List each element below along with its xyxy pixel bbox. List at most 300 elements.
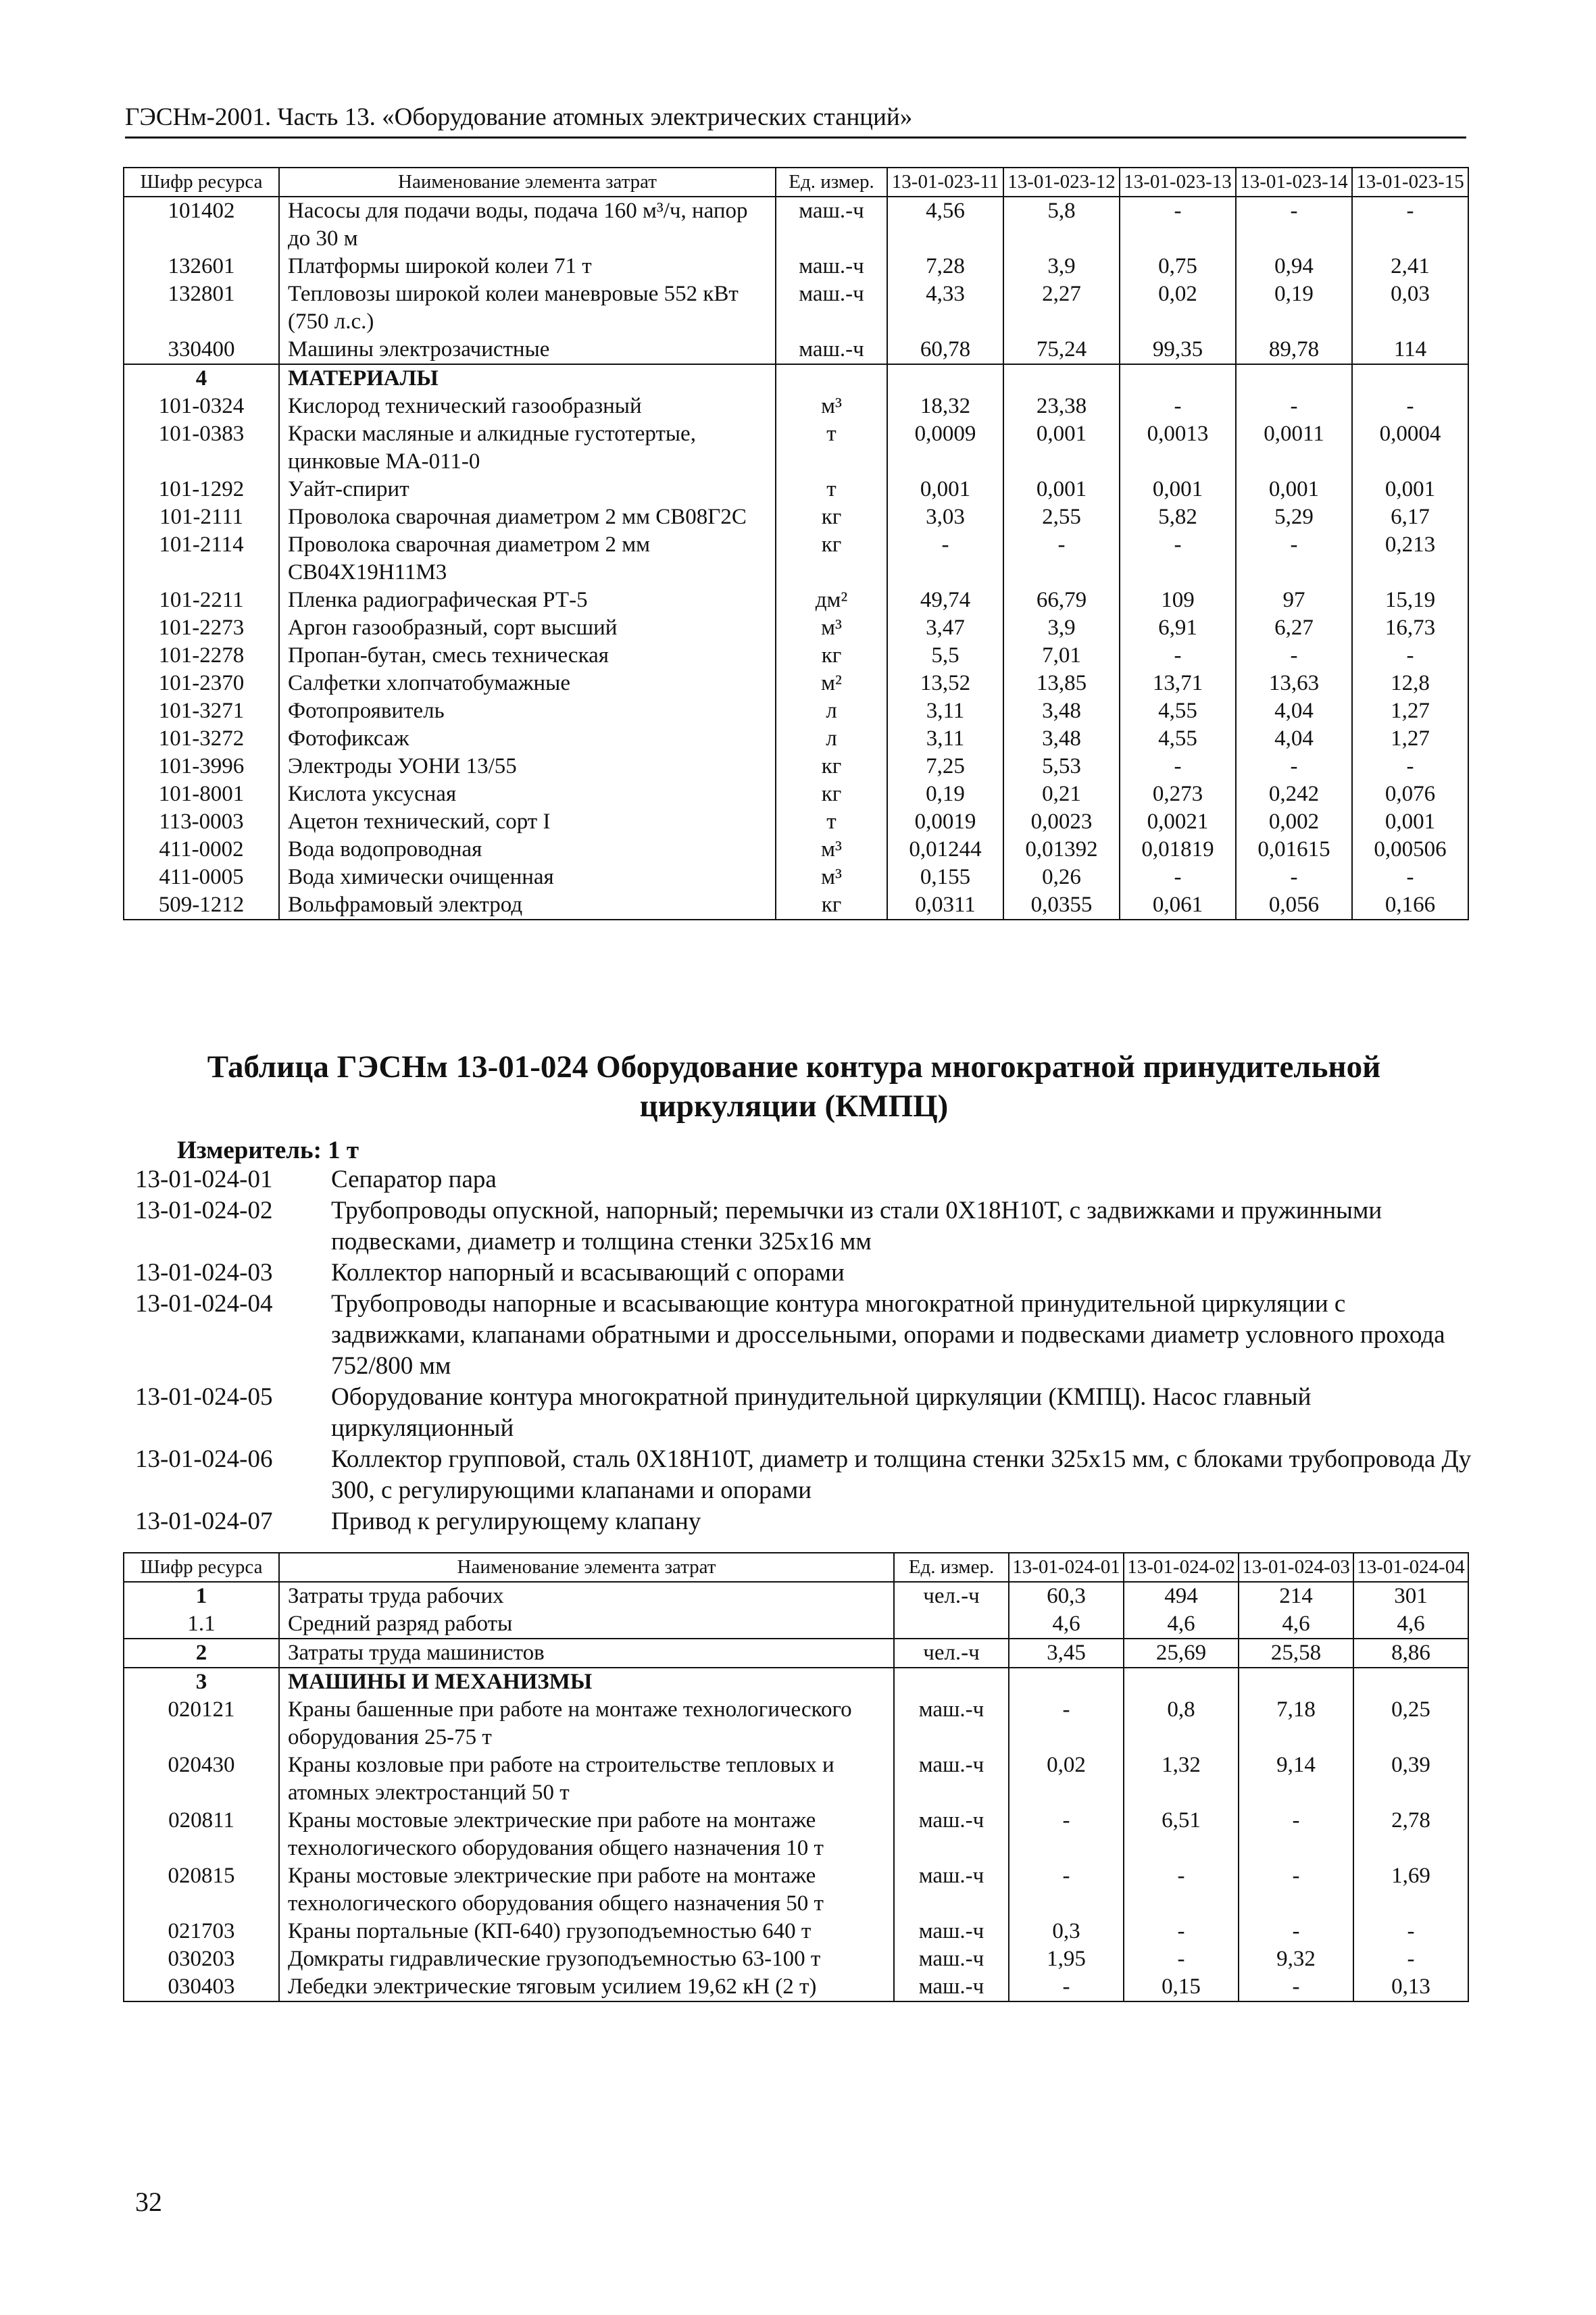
norm-value: 1,27: [1352, 725, 1468, 753]
norm-value: 0,0011: [1236, 420, 1352, 476]
col-header-code: Шифр ресурса: [124, 168, 279, 197]
norm-value: 301: [1353, 1582, 1468, 1610]
resource-code: 021703: [124, 1918, 279, 1945]
norm-value: 0,01392: [1003, 836, 1120, 864]
resource-unit: маш.-ч: [894, 1862, 1009, 1918]
work-list: [135, 1164, 1473, 1537]
norm-value: 214: [1239, 1582, 1353, 1610]
resource-name: Салфетки хлопчатобумажные: [279, 670, 776, 697]
resource-unit: л: [776, 725, 887, 753]
work-item: [135, 1444, 1473, 1506]
norm-value: [1353, 1668, 1468, 1696]
norm-value: 8,86: [1353, 1639, 1468, 1668]
norm-value: -: [1124, 1862, 1239, 1918]
resource-code: 030403: [124, 1973, 279, 2001]
work-description: Коллектор напорный и всасывающий с опорами: [331, 1259, 845, 1287]
norm-value: 3,11: [887, 697, 1003, 725]
norm-value: [1009, 1668, 1124, 1696]
norm-value: -: [1120, 753, 1236, 780]
table-row: [124, 1639, 1468, 1668]
work-item: [135, 1258, 1473, 1289]
resource-code: 101-2211: [124, 587, 279, 614]
norm-value: 15,19: [1352, 587, 1468, 614]
norm-value: -: [1353, 1918, 1468, 1945]
norm-value: 0,01615: [1236, 836, 1352, 864]
norm-value: -: [1120, 531, 1236, 587]
resource-unit: маш.-ч: [776, 253, 887, 280]
norm-value: 0,001: [1003, 420, 1120, 476]
norm-value: 0,25: [1353, 1696, 1468, 1751]
norm-value: 0,001: [887, 476, 1003, 503]
norm-value: 1,95: [1009, 1945, 1124, 1973]
norm-value: [1239, 1668, 1353, 1696]
resource-unit: м³: [776, 614, 887, 642]
resource-unit: маш.-ч: [776, 336, 887, 364]
table-row: [124, 697, 1468, 725]
table-row: [124, 642, 1468, 670]
resource-name: Уайт-спирит: [279, 476, 776, 503]
norm-value: 0,273: [1120, 780, 1236, 808]
norm-value: 4,55: [1120, 697, 1236, 725]
norm-value: -: [1120, 197, 1236, 253]
norm-value: [1120, 364, 1236, 393]
norm-value: 0,002: [1236, 808, 1352, 836]
table-row: [124, 280, 1468, 336]
norm-value: -: [1009, 1696, 1124, 1751]
resource-name: Фотопроявитель: [279, 697, 776, 725]
table-row: [124, 1751, 1468, 1807]
work-code: 13-01-024-06: [135, 1445, 273, 1473]
work-item: [135, 1164, 1473, 1195]
norm-value: [1124, 1668, 1239, 1696]
norm-value: -: [1352, 642, 1468, 670]
resource-code: 113-0003: [124, 808, 279, 836]
norm-value: 114: [1352, 336, 1468, 364]
resource-code: 101-2273: [124, 614, 279, 642]
resource-unit: маш.-ч: [894, 1973, 1009, 2001]
norm-value: 49,74: [887, 587, 1003, 614]
norm-value: 0,0009: [887, 420, 1003, 476]
col-header-name: Наименование элемента затрат: [279, 168, 776, 197]
table-row: [124, 420, 1468, 476]
section-row: [124, 364, 1468, 393]
resource-table-023: [123, 167, 1469, 920]
work-code: 13-01-024-05: [135, 1383, 273, 1411]
resource-code: 101-1292: [124, 476, 279, 503]
table-row: [124, 393, 1468, 420]
norm-value: 13,52: [887, 670, 1003, 697]
resource-code: 3: [124, 1668, 279, 1696]
norm-value: -: [1352, 753, 1468, 780]
resource-unit: м³: [776, 393, 887, 420]
norm-value: [887, 364, 1003, 393]
table-row: [124, 1945, 1468, 1973]
col-header-norm: 13-01-023-12: [1003, 168, 1120, 197]
norm-value: 13,63: [1236, 670, 1352, 697]
work-description: Сепаратор пара: [331, 1166, 497, 1193]
table-row: [124, 336, 1468, 364]
norm-value: 9,14: [1239, 1751, 1353, 1807]
norm-value: 4,6: [1009, 1610, 1124, 1639]
norm-value: 75,24: [1003, 336, 1120, 364]
work-description: Трубопроводы напорные и всасывающие контура многократной принудительной циркуляции с задвижками, клапанами обратными и дроссельными, опорами и подвесками диаметр условного прохода 752/800 мм: [331, 1290, 1445, 1380]
resource-unit: м³: [776, 864, 887, 891]
work-description: Привод к регулирующему клапану: [331, 1508, 701, 1535]
table-row: [124, 253, 1468, 280]
resource-code: 020815: [124, 1862, 279, 1918]
work-description: Трубопроводы опускной, напорный; перемычки из стали 0Х18Н10Т, с задвижками и пружинными подвесками, диаметр и толщина стенки 325х16 мм: [331, 1197, 1382, 1255]
norm-value: 3,03: [887, 503, 1003, 531]
resource-unit: маш.-ч: [894, 1751, 1009, 1807]
norm-value: -: [1120, 393, 1236, 420]
norm-value: 60,78: [887, 336, 1003, 364]
col-header-norm: 13-01-024-02: [1124, 1553, 1239, 1582]
norm-value: 25,69: [1124, 1639, 1239, 1668]
resource-name: Платформы широкой колеи 71 т: [279, 253, 776, 280]
table-row: [124, 503, 1468, 531]
norm-value: 3,9: [1003, 253, 1120, 280]
resource-code: 509-1212: [124, 891, 279, 920]
norm-value: 0,75: [1120, 253, 1236, 280]
norm-value: 0,076: [1352, 780, 1468, 808]
norm-value: 0,0023: [1003, 808, 1120, 836]
norm-value: 0,21: [1003, 780, 1120, 808]
norm-value: -: [1352, 197, 1468, 253]
work-code: 13-01-024-07: [135, 1508, 273, 1535]
norm-value: 0,00506: [1352, 836, 1468, 864]
norm-value: 0,0019: [887, 808, 1003, 836]
resource-unit: дм²: [776, 587, 887, 614]
norm-value: 4,6: [1353, 1610, 1468, 1639]
norm-value: 0,01244: [887, 836, 1003, 864]
resource-code: 020121: [124, 1696, 279, 1751]
resource-unit: маш.-ч: [894, 1918, 1009, 1945]
resource-name: Кислота уксусная: [279, 780, 776, 808]
norm-value: 0,02: [1009, 1751, 1124, 1807]
resource-name: Насосы для подачи воды, подача 160 м³/ч, напор до 30 м: [279, 197, 776, 253]
norm-value: 5,8: [1003, 197, 1120, 253]
norm-value: 3,47: [887, 614, 1003, 642]
resource-unit: кг: [776, 503, 887, 531]
table-row: [124, 197, 1468, 253]
resource-name: Проволока сварочная диаметром 2 мм СВ04Х19Н11М3: [279, 531, 776, 587]
resource-unit: м³: [776, 836, 887, 864]
table-row: [124, 808, 1468, 836]
norm-value: -: [1236, 531, 1352, 587]
norm-value: 4,33: [887, 280, 1003, 336]
resource-code: 1: [124, 1582, 279, 1610]
norm-value: -: [1239, 1862, 1353, 1918]
resource-unit: маш.-ч: [776, 197, 887, 253]
norm-value: 0,3: [1009, 1918, 1124, 1945]
norm-value: 0,01819: [1120, 836, 1236, 864]
resource-code: 132601: [124, 253, 279, 280]
resource-code: 2: [124, 1639, 279, 1668]
section-row: [124, 1668, 1468, 1696]
norm-value: -: [1120, 864, 1236, 891]
work-item: [135, 1382, 1473, 1444]
resource-code: 330400: [124, 336, 279, 364]
norm-value: 0,39: [1353, 1751, 1468, 1807]
norm-value: 60,3: [1009, 1582, 1124, 1610]
norm-value: -: [1003, 531, 1120, 587]
work-code: 13-01-024-01: [135, 1166, 273, 1193]
norm-value: -: [1353, 1945, 1468, 1973]
norm-value: -: [1236, 197, 1352, 253]
resource-code: 101-0324: [124, 393, 279, 420]
resource-unit: кг: [776, 531, 887, 587]
col-header-norm: 13-01-024-03: [1239, 1553, 1353, 1582]
resource-name: Краны козловые при работе на строительстве тепловых и атомных электростанций 50 т: [279, 1751, 894, 1807]
norm-value: 2,55: [1003, 503, 1120, 531]
resource-unit: маш.-ч: [776, 280, 887, 336]
norm-value: -: [1236, 753, 1352, 780]
col-header-norm: 13-01-023-13: [1120, 168, 1236, 197]
norm-value: -: [1239, 1807, 1353, 1862]
work-code: 13-01-024-03: [135, 1259, 273, 1287]
resource-unit: чел.-ч: [894, 1582, 1009, 1610]
norm-value: 0,0013: [1120, 420, 1236, 476]
resource-code: 101-8001: [124, 780, 279, 808]
norm-value: 23,38: [1003, 393, 1120, 420]
norm-value: 7,25: [887, 753, 1003, 780]
table-row: [124, 753, 1468, 780]
work-code: 13-01-024-04: [135, 1290, 273, 1318]
resource-unit: [894, 1610, 1009, 1639]
resource-unit: м²: [776, 670, 887, 697]
resource-unit: [776, 364, 887, 393]
norm-value: 0,94: [1236, 253, 1352, 280]
resource-code: 101-3271: [124, 697, 279, 725]
work-description: Оборудование контура многократной принудительной циркуляции (КМПЦ). Насос главный циркуляционный: [331, 1383, 1312, 1442]
norm-value: -: [1009, 1862, 1124, 1918]
resource-unit: т: [776, 808, 887, 836]
resource-name: Машины электрозачистные: [279, 336, 776, 364]
resource-name: Электроды УОНИ 13/55: [279, 753, 776, 780]
resource-table-024: [123, 1552, 1469, 2002]
resource-code: 4: [124, 364, 279, 393]
resource-code: 101-2370: [124, 670, 279, 697]
norm-value: 0,19: [887, 780, 1003, 808]
norm-value: 0,0004: [1352, 420, 1468, 476]
resource-name: Затраты труда машинистов: [279, 1639, 894, 1668]
resource-code: 101-0383: [124, 420, 279, 476]
table-row: [124, 1807, 1468, 1862]
norm-value: 12,8: [1352, 670, 1468, 697]
resource-code: 030203: [124, 1945, 279, 1973]
norm-value: 0,001: [1003, 476, 1120, 503]
col-header-unit: Ед. измер.: [894, 1553, 1009, 1582]
resource-name: Краны башенные при работе на монтаже технологического оборудования 25-75 т: [279, 1696, 894, 1751]
norm-value: 5,53: [1003, 753, 1120, 780]
resource-name: Проволока сварочная диаметром 2 мм СВ08Г2С: [279, 503, 776, 531]
norm-value: -: [1352, 393, 1468, 420]
table-row: [124, 1918, 1468, 1945]
col-header-name: Наименование элемента затрат: [279, 1553, 894, 1582]
resource-unit: маш.-ч: [894, 1807, 1009, 1862]
norm-value: 0,19: [1236, 280, 1352, 336]
norm-value: 25,58: [1239, 1639, 1353, 1668]
norm-value: 89,78: [1236, 336, 1352, 364]
norm-value: 0,001: [1352, 808, 1468, 836]
resource-name: Краски масляные и алкидные густотертые, цинковые МА-011-0: [279, 420, 776, 476]
norm-value: 3,48: [1003, 725, 1120, 753]
col-header-code: Шифр ресурса: [124, 1553, 279, 1582]
norm-value: -: [1236, 393, 1352, 420]
norm-value: 4,55: [1120, 725, 1236, 753]
norm-value: 5,82: [1120, 503, 1236, 531]
norm-value: 0,242: [1236, 780, 1352, 808]
norm-value: 0,166: [1352, 891, 1468, 920]
table-row: [124, 1582, 1468, 1610]
resource-code: 020811: [124, 1807, 279, 1862]
norm-value: 6,27: [1236, 614, 1352, 642]
resource-name: Вольфрамовый электрод: [279, 891, 776, 920]
col-header-norm: 13-01-023-15: [1352, 168, 1468, 197]
norm-value: 109: [1120, 587, 1236, 614]
norm-value: -: [1239, 1918, 1353, 1945]
norm-value: -: [1009, 1973, 1124, 2001]
norm-value: 6,91: [1120, 614, 1236, 642]
norm-value: 0,03: [1352, 280, 1468, 336]
norm-value: 0,061: [1120, 891, 1236, 920]
resource-name: Вода химически очищенная: [279, 864, 776, 891]
norm-value: [1352, 364, 1468, 393]
resource-unit: маш.-ч: [894, 1696, 1009, 1751]
resource-name: МАТЕРИАЛЫ: [279, 364, 776, 393]
resource-code: 101-3272: [124, 725, 279, 753]
unit-of-measure: Измеритель: 1 т: [177, 1137, 359, 1164]
resource-name: Пленка радиографическая РТ-5: [279, 587, 776, 614]
resource-name: Домкраты гидравлические грузоподъемностью 63-100 т: [279, 1945, 894, 1973]
norm-value: 2,41: [1352, 253, 1468, 280]
norm-value: -: [1124, 1918, 1239, 1945]
table-row: [124, 614, 1468, 642]
norm-value: 97: [1236, 587, 1352, 614]
col-header-norm: 13-01-024-04: [1353, 1553, 1468, 1582]
resource-unit: т: [776, 420, 887, 476]
norm-value: 5,5: [887, 642, 1003, 670]
resource-code: 101-2111: [124, 503, 279, 531]
norm-value: 3,11: [887, 725, 1003, 753]
norm-value: 0,001: [1236, 476, 1352, 503]
resource-unit: кг: [776, 780, 887, 808]
norm-value: 7,01: [1003, 642, 1120, 670]
table-row: [124, 670, 1468, 697]
table-row: [124, 1973, 1468, 2001]
norm-value: 494: [1124, 1582, 1239, 1610]
norm-value: 0,213: [1352, 531, 1468, 587]
resource-name: Вода водопроводная: [279, 836, 776, 864]
running-header: ГЭСНм-2001. Часть 13. «Оборудование атомных электрических станций»: [125, 101, 1466, 139]
table-row: [124, 476, 1468, 503]
norm-value: 0,13: [1353, 1973, 1468, 2001]
norm-value: -: [1236, 864, 1352, 891]
table-row: [124, 864, 1468, 891]
table-row: [124, 531, 1468, 587]
norm-value: 66,79: [1003, 587, 1120, 614]
resource-unit: маш.-ч: [894, 1945, 1009, 1973]
resource-code: 101-3996: [124, 753, 279, 780]
norm-value: 2,78: [1353, 1807, 1468, 1862]
norm-value: -: [1236, 642, 1352, 670]
resource-name: Краны мостовые электрические при работе на монтаже технологического оборудования общего назначения 50 т: [279, 1862, 894, 1918]
resource-code: 1.1: [124, 1610, 279, 1639]
norm-value: 13,71: [1120, 670, 1236, 697]
norm-value: -: [1239, 1973, 1353, 2001]
norm-value: -: [1352, 864, 1468, 891]
norm-value: 0,001: [1120, 476, 1236, 503]
resource-name: Средний разряд работы: [279, 1610, 894, 1639]
table-row: [124, 891, 1468, 920]
work-code: 13-01-024-02: [135, 1197, 273, 1224]
table-row: [124, 1862, 1468, 1918]
resource-name: Ацетон технический, сорт I: [279, 808, 776, 836]
norm-value: [1003, 364, 1120, 393]
norm-value: 3,9: [1003, 614, 1120, 642]
norm-value: 0,02: [1120, 280, 1236, 336]
norm-value: 4,56: [887, 197, 1003, 253]
resource-name: Краны портальные (КП-640) грузоподъемностью 640 т: [279, 1918, 894, 1945]
resource-name: Пропан-бутан, смесь техническая: [279, 642, 776, 670]
work-description: Коллектор групповой, сталь 0Х18Н10Т, диаметр и толщина стенки 325х15 мм, с блоками трубопровода Ду 300, с регулирующими клапанами и опорами: [331, 1445, 1472, 1504]
table-row: [124, 780, 1468, 808]
norm-value: 6,51: [1124, 1807, 1239, 1862]
resource-code: 020430: [124, 1751, 279, 1807]
resource-unit: л: [776, 697, 887, 725]
norm-value: -: [1009, 1807, 1124, 1862]
resource-name: Лебедки электрические тяговым усилием 19,62 кН (2 т): [279, 1973, 894, 2001]
resource-name: Аргон газообразный, сорт высший: [279, 614, 776, 642]
table-header-row: [124, 168, 1468, 197]
col-header-unit: Ед. измер.: [776, 168, 887, 197]
norm-value: 1,27: [1352, 697, 1468, 725]
resource-code: 132801: [124, 280, 279, 336]
norm-value: 2,27: [1003, 280, 1120, 336]
norm-value: 4,04: [1236, 697, 1352, 725]
table-row: [124, 1610, 1468, 1639]
resource-code: 101-2278: [124, 642, 279, 670]
resource-name: Краны мостовые электрические при работе на монтаже технологического оборудования общего назначения 10 т: [279, 1807, 894, 1862]
table-title: Таблица ГЭСНм 13-01-024 Оборудование контура многократной принудительной циркуляции (КМПЦ): [207, 1049, 1381, 1124]
col-header-norm: 13-01-024-01: [1009, 1553, 1124, 1582]
work-item: [135, 1195, 1473, 1258]
table-row: [124, 1696, 1468, 1751]
norm-value: 4,6: [1124, 1610, 1239, 1639]
norm-value: 99,35: [1120, 336, 1236, 364]
resource-unit: чел.-ч: [894, 1639, 1009, 1668]
norm-value: 18,32: [887, 393, 1003, 420]
work-item: [135, 1506, 1473, 1537]
norm-value: 3,48: [1003, 697, 1120, 725]
norm-value: 4,6: [1239, 1610, 1353, 1639]
norm-value: 0,155: [887, 864, 1003, 891]
norm-value: 0,0311: [887, 891, 1003, 920]
resource-name: Затраты труда рабочих: [279, 1582, 894, 1610]
page-number: 32: [135, 2187, 162, 2217]
norm-value: 0,8: [1124, 1696, 1239, 1751]
resource-code: 101-2114: [124, 531, 279, 587]
resource-code: 411-0005: [124, 864, 279, 891]
table-row: [124, 587, 1468, 614]
norm-value: 0,15: [1124, 1973, 1239, 2001]
resource-unit: т: [776, 476, 887, 503]
norm-value: 0,0355: [1003, 891, 1120, 920]
resource-name: МАШИНЫ И МЕХАНИЗМЫ: [279, 1668, 894, 1696]
norm-value: -: [1120, 642, 1236, 670]
table-row: [124, 836, 1468, 864]
work-item: [135, 1289, 1473, 1382]
